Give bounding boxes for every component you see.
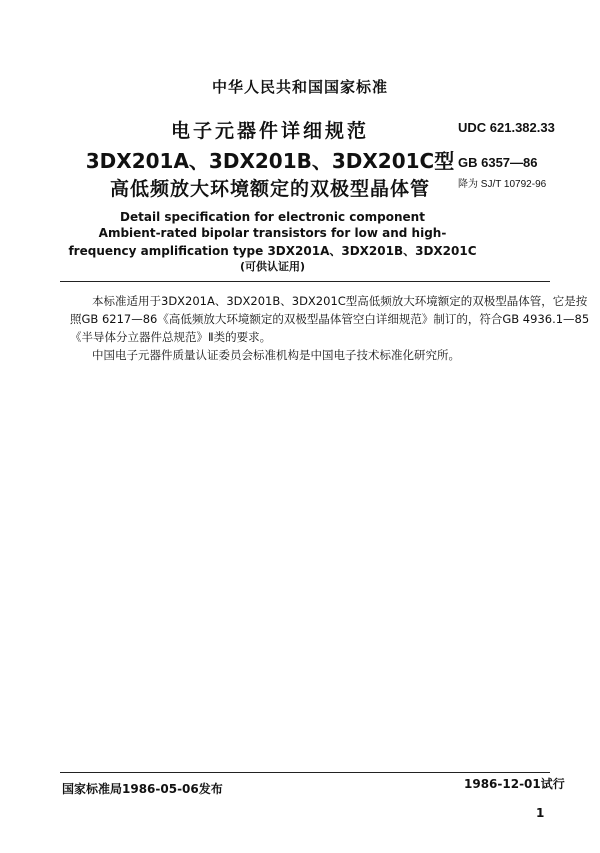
issue-date: 国家标准局1986-05-06发布 [62, 782, 223, 796]
page-number: 1 [536, 806, 545, 820]
english-title-line-1: Detail specification for electronic component [120, 210, 425, 224]
scope-line-2: 照GB 6217—86《高低频放大环境额定的双极型晶体管空白详细规范》制订的，符合GB 4936.1—85 [70, 312, 590, 326]
gb-number: GB 6357—86 [458, 155, 538, 170]
replacement-note: 降为 SJ/T 10792-96 [458, 179, 547, 190]
udc-code: UDC 621.382.33 [458, 120, 555, 135]
certification-note: (可供认证用) [239, 260, 306, 273]
footer-divider [60, 772, 550, 773]
authority-paragraph: 中国电子元器件质量认证委员会标准机构是中国电子技术标准化研究所。 [92, 348, 460, 362]
document-title-line-2: 3DX201A、3DX201B、3DX201C型 [85, 149, 455, 173]
header-divider [60, 281, 550, 282]
document-title-line-1: 电子元器件详细规范 [170, 120, 369, 142]
english-title-line-3: frequency amplification type 3DX201A、3DX201B、3DX201C [68, 244, 477, 258]
scope-line-1: 本标准适用于3DX201A、3DX201B、3DX201C型高低频放大环境额定的双极型晶体管，它是按 [92, 294, 588, 308]
scope-line-3: 《半导体分立器件总规范》Ⅱ类的要求。 [70, 330, 272, 344]
trial-date: 1986-12-01试行 [464, 777, 565, 791]
document-title-line-3: 高低频放大环境额定的双极型晶体管 [109, 178, 430, 200]
english-title-line-2: Ambient-rated bipolar transistors for low and high- [98, 226, 447, 240]
scope-paragraph [70, 292, 590, 346]
standard-header-title: 中华人民共和国国家标准 [211, 78, 388, 96]
